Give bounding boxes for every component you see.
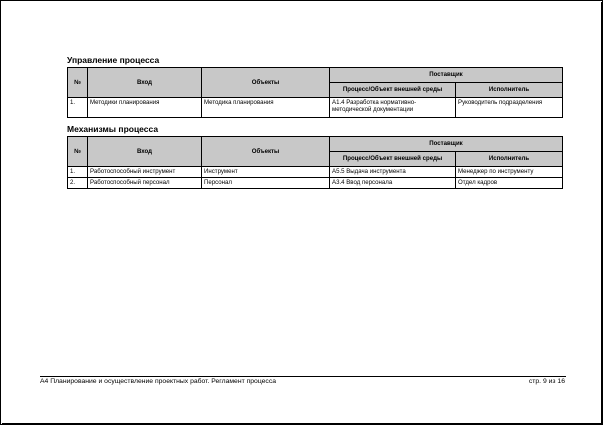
- control-header-supplier: Поставщик: [330, 68, 563, 83]
- row-process: А1.4 Разработка нормативно-методической документации: [330, 98, 456, 118]
- control-table: [67, 67, 563, 118]
- mechanisms-header-objects: Объекты: [202, 137, 330, 167]
- control-header-num: №: [68, 68, 88, 98]
- row-object: Инструмент: [202, 167, 330, 178]
- control-header-process: Процесс/Объект внешней среды: [330, 83, 456, 98]
- mechanisms-header-input: Вход: [88, 137, 202, 167]
- row-executor: Менеджер по инструменту: [456, 167, 563, 178]
- row-process: А5.5 Выдача инструмента: [330, 167, 456, 178]
- table-row: [68, 167, 563, 178]
- footer-page-number: стр. 9 из 16: [528, 378, 565, 385]
- footer-document-title: А4 Планирование и осуществление проектных работ. Регламент процесса: [40, 378, 277, 385]
- mechanisms-header-executor: Исполнитель: [456, 152, 563, 167]
- control-header-row-1: [68, 68, 563, 83]
- mechanisms-header-num: №: [68, 137, 88, 167]
- control-header-input: Вход: [88, 68, 202, 98]
- row-input: Работоспособный персонал: [88, 178, 202, 189]
- control-section-heading: Управление процесса: [67, 55, 160, 65]
- control-header-executor: Исполнитель: [456, 83, 563, 98]
- row-executor: Руководитель подразделения: [456, 98, 563, 118]
- table-row: [68, 178, 563, 189]
- row-object: Методика планирования: [202, 98, 330, 118]
- row-process: А3.4 Ввод персонала: [330, 178, 456, 189]
- control-header-objects: Объекты: [202, 68, 330, 98]
- mechanisms-header-supplier: Поставщик: [330, 137, 563, 152]
- row-num: 1.: [68, 167, 88, 178]
- row-object: Персонал: [202, 178, 330, 189]
- mechanisms-section-heading: Механизмы процесса: [67, 124, 159, 134]
- row-executor: Отдел кадров: [456, 178, 563, 189]
- mechanisms-header-process: Процесс/Объект внешней среды: [330, 152, 456, 167]
- footer-divider: [40, 376, 566, 377]
- table-row: [68, 98, 563, 118]
- row-input: Методики планирования: [88, 98, 202, 118]
- row-num: 2.: [68, 178, 88, 189]
- mechanisms-header-row-1: [68, 137, 563, 152]
- row-num: 1.: [68, 98, 88, 118]
- row-input: Работоспособный инструмент: [88, 167, 202, 178]
- mechanisms-table: [67, 136, 563, 189]
